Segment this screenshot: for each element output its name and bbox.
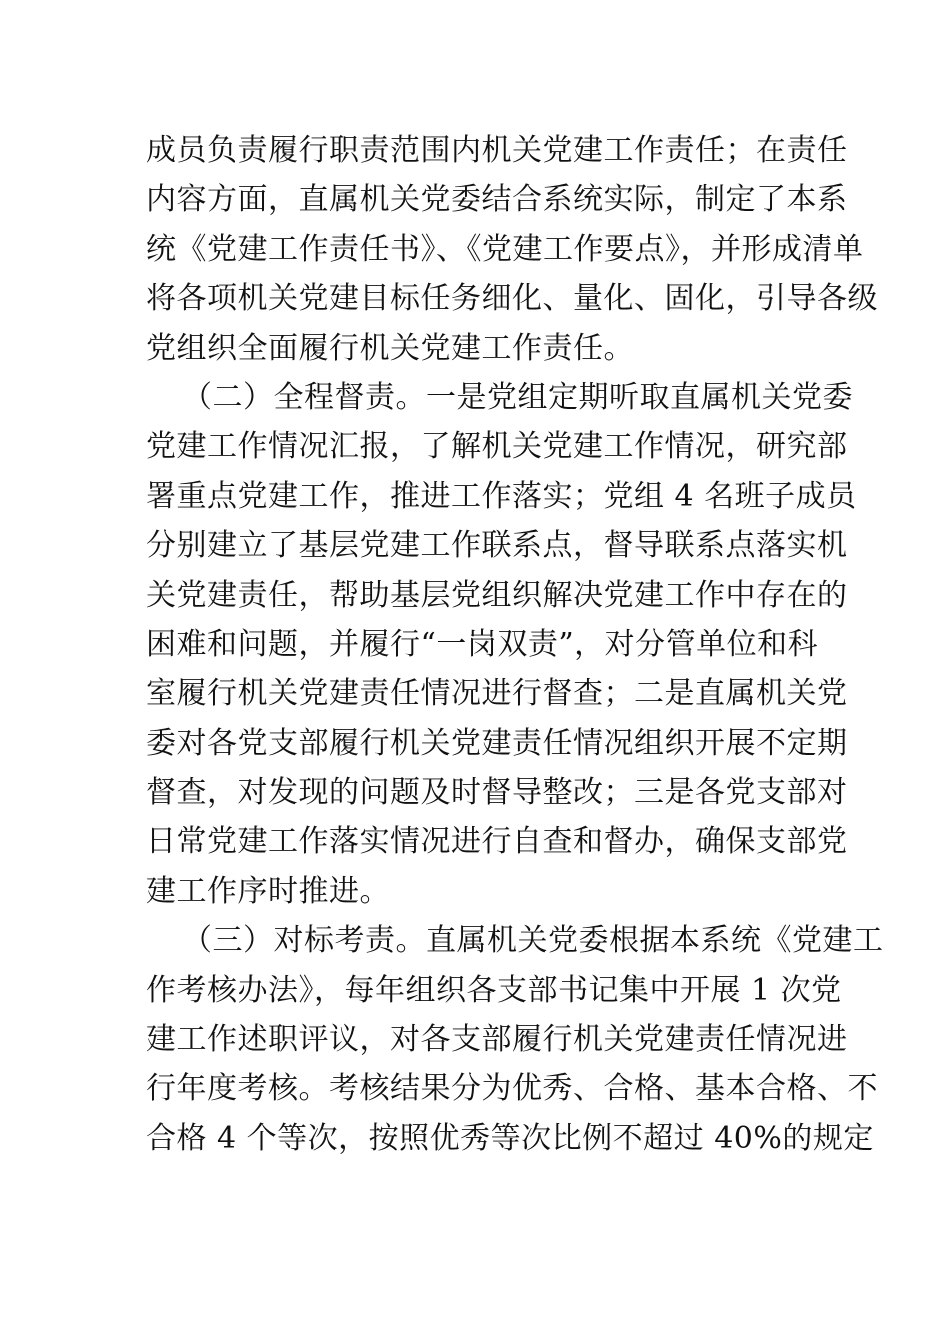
text-line: 署重点党建工作，推进工作落实；党组 4 名班子成员 bbox=[146, 478, 857, 514]
text-line: 统《党建工作责任书》、《党建工作要点》，并形成清单 bbox=[146, 231, 864, 267]
text-line: 党建工作情况汇报，了解机关党建工作情况，研究部 bbox=[146, 429, 848, 465]
text-line: 分别建立了基层党建工作联系点，督导联系点落实机 bbox=[146, 528, 848, 564]
text-line: 室履行机关党建责任情况进行督查；二是直属机关党 bbox=[146, 676, 848, 712]
body-text bbox=[146, 126, 884, 1163]
text-line: 建工作述职评议，对各支部履行机关党建责任情况进 bbox=[146, 1022, 848, 1058]
text-line: 委对各党支部履行机关党建责任情况组织开展不定期 bbox=[146, 725, 848, 761]
text-line: 建工作序时推进。 bbox=[146, 873, 390, 909]
text-line: 督查，对发现的问题及时督导整改；三是各党支部对 bbox=[146, 775, 848, 811]
text-line: 行年度考核。考核结果分为优秀、合格、基本合格、不 bbox=[146, 1071, 878, 1107]
text-line: 党组织全面履行机关党建工作责任。 bbox=[146, 330, 634, 366]
text-line: 成员负责履行职责范围内机关党建工作责任；在责任 bbox=[146, 133, 848, 168]
text-line: 关党建责任，帮助基层党组织解决党建工作中存在的 bbox=[146, 577, 848, 613]
text-line: 内容方面，直属机关党委结合系统实际，制定了本系 bbox=[146, 182, 848, 218]
text-line: 将各项机关党建目标任务细化、量化、固化，引导各级 bbox=[146, 281, 878, 317]
text-line: 困难和问题，并履行“一岗双责”，对分管单位和科 bbox=[146, 626, 819, 662]
section-heading-line: （三）对标考责。直属机关党委根据本系统《党建工 bbox=[182, 923, 884, 959]
text-line: 合格 4 个等次，按照优秀等次比例不超过 40%的规定 bbox=[146, 1120, 874, 1156]
section-heading-line: （二）全程督责。一是党组定期听取直属机关党委 bbox=[182, 379, 853, 415]
text-line: 作考核办法》，每年组织各支部书记集中开展 1 次党 bbox=[146, 972, 842, 1008]
text-line: 日常党建工作落实情况进行自查和督办，确保支部党 bbox=[146, 824, 848, 860]
